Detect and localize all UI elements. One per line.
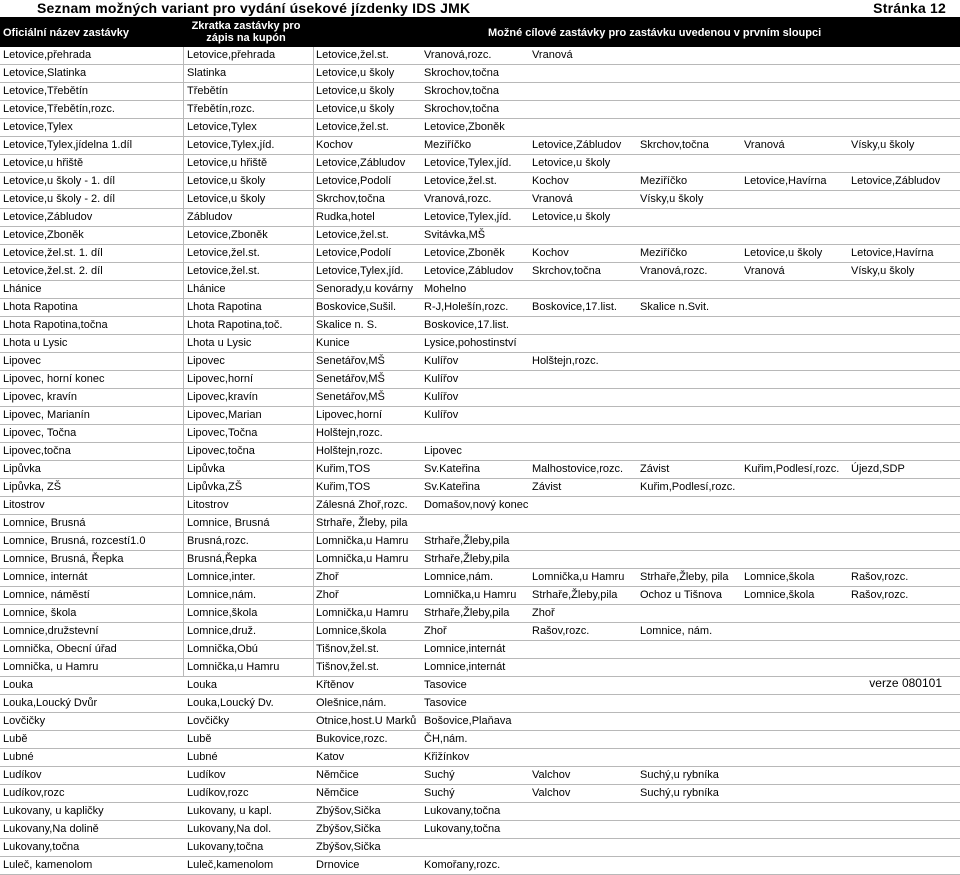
table-row bbox=[0, 101, 960, 119]
short-stop-name: Lhota Rapotina,toč. bbox=[187, 319, 283, 331]
header-short-name: Zkratka zastávky pro zápis na kupón bbox=[191, 20, 301, 44]
table-row bbox=[0, 803, 960, 821]
target-stop: Otnice,host.U Marků bbox=[316, 715, 417, 727]
target-stop: Letovice,Tylex,jíd. bbox=[316, 265, 404, 277]
target-stop: Zhoř bbox=[316, 571, 339, 583]
table-header bbox=[0, 17, 960, 47]
target-stop: Vranová bbox=[744, 265, 785, 277]
target-stop: Lukovany,točna bbox=[424, 805, 501, 817]
official-stop-name: Louka bbox=[3, 679, 33, 691]
short-stop-name: Lomnice,škola bbox=[187, 607, 258, 619]
official-stop-name: Letovice,u školy - 1. díl bbox=[3, 175, 115, 187]
official-stop-name: Lomnice, Brusná, rozcestí1.0 bbox=[3, 535, 146, 547]
official-stop-name: Lukovany,točna bbox=[3, 841, 80, 853]
target-stop: Tasovice bbox=[424, 679, 467, 691]
target-stop: Meziříčko bbox=[640, 247, 688, 259]
column-divider bbox=[183, 47, 184, 676]
short-stop-name: Luleč,kamenolom bbox=[187, 859, 274, 871]
table-row bbox=[0, 659, 960, 677]
short-stop-name: Louka,Loucký Dv. bbox=[187, 697, 274, 709]
table-row bbox=[0, 821, 960, 839]
target-stop: Tasovice bbox=[424, 697, 467, 709]
target-stop: Senetářov,MŠ bbox=[316, 373, 385, 385]
header-official-name: Oficiální název zastávky bbox=[3, 27, 129, 39]
short-stop-name: Letovice,Zboněk bbox=[187, 229, 268, 241]
short-stop-name: Lipůvka bbox=[187, 463, 225, 475]
target-stop: Strhaře,Žleby,pila bbox=[424, 535, 510, 547]
official-stop-name: Letovice,Slatinka bbox=[3, 67, 87, 79]
target-stop: Suchý,u rybníka bbox=[640, 787, 719, 799]
short-stop-name: Louka bbox=[187, 679, 217, 691]
target-stop: Vranová,rozc. bbox=[424, 49, 492, 61]
target-stop: Kulířov bbox=[424, 373, 459, 385]
short-stop-name: Lipovec,horní bbox=[187, 373, 254, 385]
target-stop: Lomnička,u Hamru bbox=[316, 553, 409, 565]
target-stop: Letovice,žel.st. bbox=[424, 175, 497, 187]
target-stop: Kunice bbox=[316, 337, 350, 349]
table-row bbox=[0, 425, 960, 443]
target-stop: Skrchov,točna bbox=[316, 193, 385, 205]
target-stop: Svitávka,MŠ bbox=[424, 229, 486, 241]
table-row bbox=[0, 839, 960, 857]
short-stop-name: Lhota u Lysic bbox=[187, 337, 252, 349]
short-stop-name: Lipovec,Marian bbox=[187, 409, 262, 421]
version-label: verze 080101 bbox=[869, 676, 942, 690]
short-stop-name: Ludíkov bbox=[187, 769, 226, 781]
target-stop: Sv.Kateřina bbox=[424, 463, 481, 475]
target-stop: Rašov,rozc. bbox=[532, 625, 590, 637]
table-row bbox=[0, 245, 960, 263]
short-stop-name: Letovice,žel.st. bbox=[187, 247, 260, 259]
target-stop: Lipovec bbox=[424, 445, 462, 457]
table-row bbox=[0, 695, 960, 713]
target-stop: Letovice,žel.st. bbox=[316, 49, 389, 61]
table-row bbox=[0, 191, 960, 209]
table-row bbox=[0, 389, 960, 407]
official-stop-name: Lubné bbox=[3, 751, 34, 763]
target-stop: Lomnice,nám. bbox=[424, 571, 494, 583]
official-stop-name: Lipovec, Točna bbox=[3, 427, 77, 439]
official-stop-name: Ludíkov bbox=[3, 769, 42, 781]
official-stop-name: Lovčičky bbox=[3, 715, 46, 727]
target-stop: Boskovice,17.list. bbox=[424, 319, 509, 331]
target-stop: Skrochov,točna bbox=[424, 85, 500, 97]
target-stop: Senetářov,MŠ bbox=[316, 391, 385, 403]
target-stop: Letovice,Zboněk bbox=[424, 121, 505, 133]
target-stop: Skrochov,točna bbox=[424, 67, 500, 79]
page-number: Stránka 12 bbox=[873, 0, 946, 16]
target-stop: Újezd,SDP bbox=[851, 463, 905, 475]
official-stop-name: Letovice,Třebětín bbox=[3, 85, 88, 97]
official-stop-name: Lhota Rapotina bbox=[3, 301, 78, 313]
target-stop: Zbýšov,Sička bbox=[316, 823, 381, 835]
target-stop: Valchov bbox=[532, 787, 571, 799]
official-stop-name: Lukovany,Na dolině bbox=[3, 823, 99, 835]
target-stop: Závist bbox=[640, 463, 670, 475]
target-stop: Ochoz u Tišnova bbox=[640, 589, 722, 601]
short-stop-name: Lhota Rapotina bbox=[187, 301, 262, 313]
table-row bbox=[0, 137, 960, 155]
table-row bbox=[0, 713, 960, 731]
target-stop: Strhaře,Žleby, pila bbox=[640, 571, 729, 583]
target-stop: Drnovice bbox=[316, 859, 360, 871]
table-row bbox=[0, 587, 960, 605]
short-stop-name: Letovice,u hřiště bbox=[187, 157, 268, 169]
target-stop: Vranová bbox=[744, 139, 785, 151]
table-row bbox=[0, 857, 960, 875]
target-stop: Bukovice,rozc. bbox=[316, 733, 388, 745]
table-row bbox=[0, 767, 960, 785]
header-target-stops: Možné cílové zastávky pro zastávku uvedenou v prvním sloupci bbox=[488, 27, 822, 39]
table-row bbox=[0, 65, 960, 83]
target-stop: Letovice,Zábludov bbox=[316, 157, 406, 169]
target-stop: Kulířov bbox=[424, 355, 459, 367]
stops-table bbox=[0, 47, 960, 875]
target-stop: Letovice,žel.st. bbox=[316, 121, 389, 133]
target-stop: Letovice,žel.st. bbox=[316, 229, 389, 241]
target-stop: Skrochov,točna bbox=[424, 103, 500, 115]
table-row bbox=[0, 443, 960, 461]
official-stop-name: Lhota Rapotina,točna bbox=[3, 319, 108, 331]
short-stop-name: Třebětín bbox=[187, 85, 228, 97]
target-stop: Lomnice, nám. bbox=[640, 625, 713, 637]
target-stop: Skalice n. S. bbox=[316, 319, 378, 331]
target-stop: Vranová,rozc. bbox=[424, 193, 492, 205]
short-stop-name: Brusná,rozc. bbox=[187, 535, 249, 547]
target-stop: Lomnice,škola bbox=[744, 589, 815, 601]
table-row bbox=[0, 677, 960, 695]
target-stop: Lukovany,točna bbox=[424, 823, 501, 835]
target-stop: Komořany,rozc. bbox=[424, 859, 501, 871]
target-stop: Letovice,Podolí bbox=[316, 175, 392, 187]
official-stop-name: Lipůvka, ZŠ bbox=[3, 481, 62, 493]
target-stop: Němčice bbox=[316, 787, 359, 799]
short-stop-name: Lukovany,točna bbox=[187, 841, 264, 853]
target-stop: ČH,nám. bbox=[424, 733, 468, 745]
target-stop: Vranová bbox=[532, 193, 573, 205]
official-stop-name: Letovice,Zábludov bbox=[3, 211, 93, 223]
short-stop-name: Lovčičky bbox=[187, 715, 230, 727]
short-stop-name: Letovice,Tylex,jíd. bbox=[187, 139, 275, 151]
official-stop-name: Lomnička, Obecní úřad bbox=[3, 643, 117, 655]
target-stop: Lomnice,internát bbox=[424, 661, 506, 673]
official-stop-name: Letovice,u hřiště bbox=[3, 157, 84, 169]
table-row bbox=[0, 263, 960, 281]
short-stop-name: Lukovany,Na dol. bbox=[187, 823, 272, 835]
official-stop-name: Louka,Loucký Dvůr bbox=[3, 697, 98, 709]
table-row bbox=[0, 551, 960, 569]
short-stop-name: Lomnička,Obú bbox=[187, 643, 258, 655]
target-stop: Bošovice,Plaňava bbox=[424, 715, 512, 727]
official-stop-name: Lomnička, u Hamru bbox=[3, 661, 99, 673]
target-stop: Letovice,Havírna bbox=[744, 175, 827, 187]
short-stop-name: Litostrov bbox=[187, 499, 229, 511]
target-stop: Holštejn,rozc. bbox=[316, 445, 383, 457]
short-stop-name: Zábludov bbox=[187, 211, 233, 223]
target-stop: Kochov bbox=[316, 139, 353, 151]
short-stop-name: Třebětín,rozc. bbox=[187, 103, 255, 115]
table-row bbox=[0, 353, 960, 371]
short-stop-name: Lhánice bbox=[187, 283, 226, 295]
target-stop: Lomnice,škola bbox=[744, 571, 815, 583]
target-stop: Suchý bbox=[424, 769, 455, 781]
target-stop: Holštejn,rozc. bbox=[532, 355, 599, 367]
target-stop: Lomnička,u Hamru bbox=[532, 571, 625, 583]
table-row bbox=[0, 605, 960, 623]
table-row bbox=[0, 515, 960, 533]
target-stop: Lomnička,u Hamru bbox=[424, 589, 517, 601]
target-stop: Skrchov,točna bbox=[640, 139, 709, 151]
table-row bbox=[0, 479, 960, 497]
table-row bbox=[0, 785, 960, 803]
short-stop-name: Lipovec,točna bbox=[187, 445, 255, 457]
target-stop: Boskovice,17.list. bbox=[532, 301, 617, 313]
target-stop: Strhaře,Žleby,pila bbox=[424, 553, 510, 565]
table-row bbox=[0, 281, 960, 299]
official-stop-name: Lomnice, internát bbox=[3, 571, 88, 583]
target-stop: Lysice,pohostinství bbox=[424, 337, 517, 349]
target-stop: Letovice,Zábludov bbox=[532, 139, 622, 151]
target-stop: Lomnice,škola bbox=[316, 625, 387, 637]
target-stop: Lomnička,u Hamru bbox=[316, 607, 409, 619]
target-stop: Zhoř bbox=[316, 589, 339, 601]
target-stop: Zhoř bbox=[532, 607, 555, 619]
target-stop: Letovice,Tylex,jíd. bbox=[424, 157, 512, 169]
target-stop: Lomnice,internát bbox=[424, 643, 506, 655]
short-stop-name: Letovice,Tylex bbox=[187, 121, 257, 133]
table-row bbox=[0, 533, 960, 551]
target-stop: R-J,Holešín,rozc. bbox=[424, 301, 509, 313]
table-row bbox=[0, 47, 960, 65]
target-stop: Vísky,u školy bbox=[640, 193, 704, 205]
table-row bbox=[0, 155, 960, 173]
official-stop-name: Luleč, kamenolom bbox=[3, 859, 93, 871]
target-stop: Křižínkov bbox=[424, 751, 470, 763]
table-row bbox=[0, 209, 960, 227]
target-stop: Skrchov,točna bbox=[532, 265, 601, 277]
target-stop: Němčice bbox=[316, 769, 359, 781]
short-stop-name: Lomnice,nám. bbox=[187, 589, 257, 601]
target-stop: Malhostovice,rozc. bbox=[532, 463, 624, 475]
target-stop: Mohelno bbox=[424, 283, 467, 295]
target-stop: Rašov,rozc. bbox=[851, 571, 909, 583]
table-row bbox=[0, 731, 960, 749]
target-stop: Boskovice,Sušil. bbox=[316, 301, 397, 313]
short-stop-name: Lipovec bbox=[187, 355, 225, 367]
target-stop: Letovice,u školy bbox=[316, 103, 395, 115]
target-stop: Vranová bbox=[532, 49, 573, 61]
table-row bbox=[0, 461, 960, 479]
official-stop-name: Lipůvka bbox=[3, 463, 41, 475]
official-stop-name: Litostrov bbox=[3, 499, 45, 511]
target-stop: Kochov bbox=[532, 175, 569, 187]
target-stop: Zálesná Zhoř,rozc. bbox=[316, 499, 408, 511]
official-stop-name: Letovice,Zboněk bbox=[3, 229, 84, 241]
target-stop: Senorady,u kovárny bbox=[316, 283, 414, 295]
short-stop-name: Letovice,přehrada bbox=[187, 49, 276, 61]
target-stop: Meziříčko bbox=[424, 139, 472, 151]
target-stop: Tišnov,žel.st. bbox=[316, 661, 379, 673]
target-stop: Křtěnov bbox=[316, 679, 354, 691]
official-stop-name: Lipovec, Marianín bbox=[3, 409, 90, 421]
target-stop: Závist bbox=[532, 481, 562, 493]
short-stop-name: Lomnice,druž. bbox=[187, 625, 257, 637]
table-row bbox=[0, 227, 960, 245]
table-row bbox=[0, 497, 960, 515]
official-stop-name: Lipovec, horní konec bbox=[3, 373, 105, 385]
target-stop: Lipovec,horní bbox=[316, 409, 383, 421]
short-stop-name: Brusná,Řepka bbox=[187, 553, 257, 565]
official-stop-name: Letovice,Tylex bbox=[3, 121, 73, 133]
target-stop: Rudka,hotel bbox=[316, 211, 375, 223]
short-stop-name: Lomnice,inter. bbox=[187, 571, 256, 583]
target-stop: Letovice,Zábludov bbox=[424, 265, 514, 277]
official-stop-name: Letovice,u školy - 2. díl bbox=[3, 193, 115, 205]
target-stop: Vísky,u školy bbox=[851, 265, 915, 277]
short-stop-name: Lubné bbox=[187, 751, 218, 763]
official-stop-name: Lomnice, Brusná bbox=[3, 517, 86, 529]
target-stop: Sv.Kateřina bbox=[424, 481, 481, 493]
official-stop-name: Lhota u Lysic bbox=[3, 337, 68, 349]
target-stop: Zbýšov,Sička bbox=[316, 841, 381, 853]
target-stop: Letovice,Tylex,jíd. bbox=[424, 211, 512, 223]
target-stop: Strhaře,Žleby,pila bbox=[532, 589, 618, 601]
short-stop-name: Slatinka bbox=[187, 67, 227, 79]
official-stop-name: Lubě bbox=[3, 733, 28, 745]
short-stop-name: Letovice,u školy bbox=[187, 175, 266, 187]
target-stop: Letovice,u školy bbox=[744, 247, 823, 259]
target-stop: Letovice,Podolí bbox=[316, 247, 392, 259]
official-stop-name: Lukovany, u kapličky bbox=[3, 805, 104, 817]
table-row bbox=[0, 641, 960, 659]
official-stop-name: Letovice,Třebětín,rozc. bbox=[3, 103, 115, 115]
table-row bbox=[0, 407, 960, 425]
target-stop: Senetářov,MŠ bbox=[316, 355, 385, 367]
target-stop: Kuřim,Podlesí,rozc. bbox=[744, 463, 840, 475]
short-stop-name: Lukovany, u kapl. bbox=[187, 805, 272, 817]
target-stop: Zhoř bbox=[424, 625, 447, 637]
table-row bbox=[0, 119, 960, 137]
target-stop: Kuřim,TOS bbox=[316, 481, 371, 493]
table-row bbox=[0, 749, 960, 767]
table-row bbox=[0, 317, 960, 335]
table-row bbox=[0, 83, 960, 101]
official-stop-name: Lomnice,družstevní bbox=[3, 625, 99, 637]
official-stop-name: Letovice,žel.st. 2. díl bbox=[3, 265, 103, 277]
short-stop-name: Lipovec,Točna bbox=[187, 427, 258, 439]
target-stop: Domašov,nový konec bbox=[424, 499, 529, 511]
column-divider bbox=[313, 47, 314, 676]
official-stop-name: Letovice,Tylex,jídelna 1.díl bbox=[3, 139, 133, 151]
short-stop-name: Lubě bbox=[187, 733, 212, 745]
target-stop: Kuřim,TOS bbox=[316, 463, 371, 475]
table-row bbox=[0, 623, 960, 641]
short-stop-name: Lipovec,kravín bbox=[187, 391, 258, 403]
target-stop: Skalice n.Svit. bbox=[640, 301, 710, 313]
short-stop-name: Lomnice, Brusná bbox=[187, 517, 270, 529]
target-stop: Strhaře, Žleby, pila bbox=[316, 517, 408, 529]
table-row bbox=[0, 299, 960, 317]
target-stop: Letovice,u školy bbox=[532, 211, 611, 223]
official-stop-name: Lomnice, škola bbox=[3, 607, 77, 619]
page-title: Seznam možných variant pro vydání úsekové jízdenky IDS JMK bbox=[37, 0, 471, 16]
official-stop-name: Lipovec, kravín bbox=[3, 391, 77, 403]
short-stop-name: Lomnička,u Hamru bbox=[187, 661, 280, 673]
target-stop: Letovice,Zábludov bbox=[851, 175, 941, 187]
target-stop: Olešnice,nám. bbox=[316, 697, 387, 709]
target-stop: Letovice,Zboněk bbox=[424, 247, 505, 259]
target-stop: Meziříčko bbox=[640, 175, 688, 187]
target-stop: Kulířov bbox=[424, 409, 459, 421]
target-stop: Letovice,u školy bbox=[316, 67, 395, 79]
table-row bbox=[0, 371, 960, 389]
official-stop-name: Lipovec,točna bbox=[3, 445, 71, 457]
target-stop: Strhaře,Žleby,pila bbox=[424, 607, 510, 619]
table-row bbox=[0, 569, 960, 587]
target-stop: Zbýšov,Sička bbox=[316, 805, 381, 817]
official-stop-name: Lipovec bbox=[3, 355, 41, 367]
table-row bbox=[0, 335, 960, 353]
table-row bbox=[0, 173, 960, 191]
target-stop: Valchov bbox=[532, 769, 571, 781]
official-stop-name: Lomnice, Brusná, Řepka bbox=[3, 553, 124, 565]
target-stop: Suchý bbox=[424, 787, 455, 799]
target-stop: Kuřim,Podlesí,rozc. bbox=[640, 481, 736, 493]
target-stop: Kulířov bbox=[424, 391, 459, 403]
target-stop: Kochov bbox=[532, 247, 569, 259]
short-stop-name: Lipůvka,ZŠ bbox=[187, 481, 243, 493]
target-stop: Letovice,Havírna bbox=[851, 247, 934, 259]
official-stop-name: Letovice,žel.st. 1. díl bbox=[3, 247, 103, 259]
official-stop-name: Letovice,přehrada bbox=[3, 49, 92, 61]
target-stop: Katov bbox=[316, 751, 345, 763]
target-stop: Tišnov,žel.st. bbox=[316, 643, 379, 655]
official-stop-name: Lhánice bbox=[3, 283, 42, 295]
target-stop: Suchý,u rybníka bbox=[640, 769, 719, 781]
official-stop-name: Ludíkov,rozc bbox=[3, 787, 65, 799]
target-stop: Vísky,u školy bbox=[851, 139, 915, 151]
target-stop: Letovice,u školy bbox=[316, 85, 395, 97]
short-stop-name: Letovice,u školy bbox=[187, 193, 266, 205]
short-stop-name: Ludíkov,rozc bbox=[187, 787, 249, 799]
short-stop-name: Letovice,žel.st. bbox=[187, 265, 260, 277]
target-stop: Lomnička,u Hamru bbox=[316, 535, 409, 547]
target-stop: Rašov,rozc. bbox=[851, 589, 909, 601]
target-stop: Letovice,u školy bbox=[532, 157, 611, 169]
target-stop: Vranová,rozc. bbox=[640, 265, 708, 277]
target-stop: Holštejn,rozc. bbox=[316, 427, 383, 439]
official-stop-name: Lomnice, náměstí bbox=[3, 589, 90, 601]
